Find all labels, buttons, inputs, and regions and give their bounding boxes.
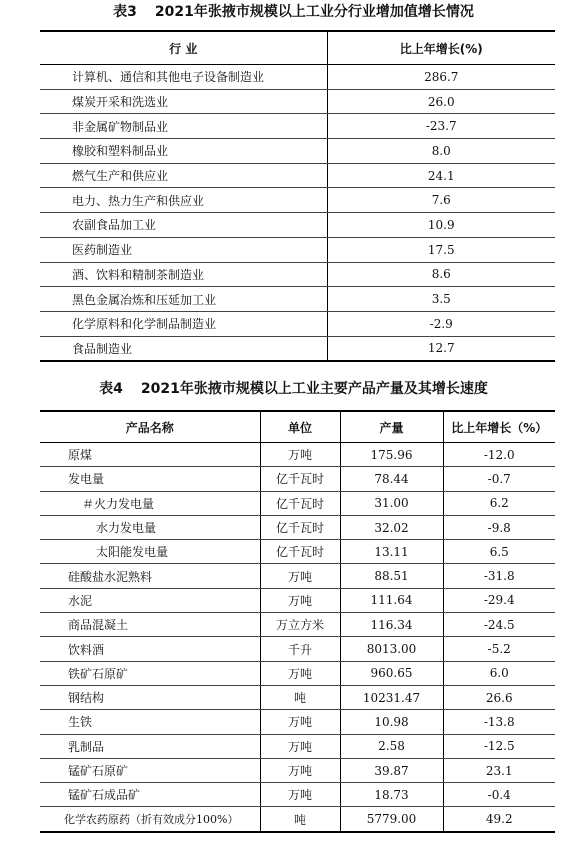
table3-growth-cell: 286.7 (327, 65, 555, 90)
table4-unit-cell: 万吨 (260, 564, 340, 588)
table3-growth-cell: 12.7 (327, 336, 555, 361)
table4-header-row (40, 411, 555, 443)
table3-row (40, 311, 555, 336)
table3-industry-cell: 计算机、通信和其他电子设备制造业 (40, 65, 327, 90)
table4-output-cell: 5779.00 (340, 807, 443, 832)
table4-output-cell: 8013.00 (340, 637, 443, 661)
table4-output-cell: 32.02 (340, 515, 443, 539)
table3-growth-cell: 26.0 (327, 89, 555, 114)
table3-row (40, 65, 555, 90)
table3-growth-cell: 3.5 (327, 287, 555, 312)
table4-growth-cell: 26.6 (443, 685, 555, 709)
table4-product-cell: 钢结构 (40, 685, 260, 709)
table4-header-output: 产量 (340, 411, 443, 443)
table3-industry-cell: 橡胶和塑料制品业 (40, 139, 327, 164)
table4-unit-cell: 万吨 (260, 758, 340, 782)
table3-row (40, 336, 555, 361)
table4-growth-cell: -31.8 (443, 564, 555, 588)
table4-growth-cell: -9.8 (443, 515, 555, 539)
table4-growth-cell: -12.0 (443, 443, 555, 467)
table4-product-cell: 锰矿石原矿 (40, 758, 260, 782)
table4-unit-cell: 万吨 (260, 734, 340, 758)
table3-row (40, 163, 555, 188)
table4-product-cell: 化学农药原药（折有效成分100%） (40, 807, 260, 832)
table4-product-cell: 乳制品 (40, 734, 260, 758)
table4-product-cell: 生铁 (40, 710, 260, 734)
table4-row (40, 637, 555, 661)
table4-output-cell: 2.58 (340, 734, 443, 758)
table3-header-growth: 比上年增长(%) (327, 31, 555, 65)
table4-header-product: 产品名称 (40, 411, 260, 443)
table4-product-cell: 饮料酒 (40, 637, 260, 661)
table3-header-industry: 行 业 (40, 31, 327, 65)
table4-output-cell: 13.11 (340, 540, 443, 564)
table4-product-cell: 锰矿石成品矿 (40, 783, 260, 807)
table4-unit-cell: 万吨 (260, 710, 340, 734)
table3-growth-cell: 8.6 (327, 262, 555, 287)
table4-product-cell: 铁矿石原矿 (40, 661, 260, 685)
table3-industry-cell: 燃气生产和供应业 (40, 163, 327, 188)
table4-number: 表4 (99, 381, 123, 397)
table4-growth-cell: -5.2 (443, 637, 555, 661)
table4-row (40, 710, 555, 734)
table3-industry-cell: 医药制造业 (40, 237, 327, 262)
table4-growth-cell: 6.5 (443, 540, 555, 564)
table3-row (40, 213, 555, 238)
table4-row (40, 443, 555, 467)
table4-product-cell: 硅酸盐水泥熟料 (40, 564, 260, 588)
table4-product-cell: ＃火力发电量 (40, 491, 260, 515)
table3-industry-cell: 电力、热力生产和供应业 (40, 188, 327, 213)
table3-industry-cell: 化学原料和化学制品制造业 (40, 311, 327, 336)
table4-row (40, 564, 555, 588)
table4-product-cell: 发电量 (40, 467, 260, 491)
table4-title (0, 378, 587, 398)
table4-title-text: 2021年张掖市规模以上工业主要产品产量及其增长速度 (140, 381, 488, 397)
table4-row (40, 734, 555, 758)
table3-title (0, 1, 587, 21)
table3-growth-cell: -23.7 (327, 114, 555, 139)
table4-product-cell: 水泥 (40, 588, 260, 612)
table4-growth-cell: -24.5 (443, 613, 555, 637)
table4-product-cell: 原煤 (40, 443, 260, 467)
table4-header-growth: 比上年增长（%） (443, 411, 555, 443)
table4-growth-cell: -12.5 (443, 734, 555, 758)
table4-output-cell: 116.34 (340, 613, 443, 637)
table4-unit-cell: 万吨 (260, 661, 340, 685)
table4-row (40, 613, 555, 637)
table4-growth-cell: 6.2 (443, 491, 555, 515)
table4-growth-cell: 6.0 (443, 661, 555, 685)
table4-output-cell: 175.96 (340, 443, 443, 467)
table3-row (40, 89, 555, 114)
table4-growth-cell: 49.2 (443, 807, 555, 832)
table4-row (40, 515, 555, 539)
table4-output-cell: 88.51 (340, 564, 443, 588)
table4 (40, 410, 555, 833)
table3-title-text: 2021年张掖市规模以上工业分行业增加值增长情况 (154, 4, 474, 20)
table3-row (40, 287, 555, 312)
table4-output-cell: 18.73 (340, 783, 443, 807)
table3-growth-cell: -2.9 (327, 311, 555, 336)
table4-row (40, 758, 555, 782)
table3-industry-cell: 黑色金属冶炼和压延加工业 (40, 287, 327, 312)
table4-row (40, 467, 555, 491)
table4-unit-cell: 亿千瓦时 (260, 491, 340, 515)
table3-row (40, 237, 555, 262)
table4-output-cell: 960.65 (340, 661, 443, 685)
table4-header-unit: 单位 (260, 411, 340, 443)
table4-unit-cell: 亿千瓦时 (260, 540, 340, 564)
table4-output-cell: 78.44 (340, 467, 443, 491)
table3-growth-cell: 10.9 (327, 213, 555, 238)
table4-row (40, 588, 555, 612)
table4-unit-cell: 万吨 (260, 443, 340, 467)
table4-unit-cell: 千升 (260, 637, 340, 661)
table4-growth-cell: 23.1 (443, 758, 555, 782)
table3-industry-cell: 酒、饮料和精制茶制造业 (40, 262, 327, 287)
table4-product-cell: 太阳能发电量 (40, 540, 260, 564)
table3-number: 表3 (113, 4, 137, 20)
table3-industry-cell: 农副食品加工业 (40, 213, 327, 238)
table4-output-cell: 10.98 (340, 710, 443, 734)
table4-unit-cell: 吨 (260, 807, 340, 832)
table4-unit-cell: 吨 (260, 685, 340, 709)
table4-unit-cell: 万吨 (260, 783, 340, 807)
table3-growth-cell: 7.6 (327, 188, 555, 213)
table4-output-cell: 10231.47 (340, 685, 443, 709)
table3-row (40, 114, 555, 139)
table4-output-cell: 31.00 (340, 491, 443, 515)
table3-growth-cell: 24.1 (327, 163, 555, 188)
table4-product-cell: 商品混凝土 (40, 613, 260, 637)
table4-growth-cell: -13.8 (443, 710, 555, 734)
table4-growth-cell: -29.4 (443, 588, 555, 612)
table3-industry-cell: 煤炭开采和洗选业 (40, 89, 327, 114)
table3-growth-cell: 8.0 (327, 139, 555, 164)
table3-row (40, 188, 555, 213)
table4-unit-cell: 万立方米 (260, 613, 340, 637)
table3-row (40, 262, 555, 287)
table4-row (40, 540, 555, 564)
table4-output-cell: 111.64 (340, 588, 443, 612)
table4-product-cell: 水力发电量 (40, 515, 260, 539)
table4-row (40, 491, 555, 515)
table4-row (40, 783, 555, 807)
table3-growth-cell: 17.5 (327, 237, 555, 262)
table4-row (40, 685, 555, 709)
table4-row (40, 661, 555, 685)
table3-industry-cell: 食品制造业 (40, 336, 327, 361)
table4-output-cell: 39.87 (340, 758, 443, 782)
table3-industry-cell: 非金属矿物制品业 (40, 114, 327, 139)
table4-growth-cell: -0.4 (443, 783, 555, 807)
table4-unit-cell: 亿千瓦时 (260, 467, 340, 491)
table4-unit-cell: 万吨 (260, 588, 340, 612)
table4-row (40, 807, 555, 832)
table3 (40, 30, 555, 362)
table4-unit-cell: 亿千瓦时 (260, 515, 340, 539)
table4-growth-cell: -0.7 (443, 467, 555, 491)
table3-header-row (40, 31, 555, 65)
table3-row (40, 139, 555, 164)
